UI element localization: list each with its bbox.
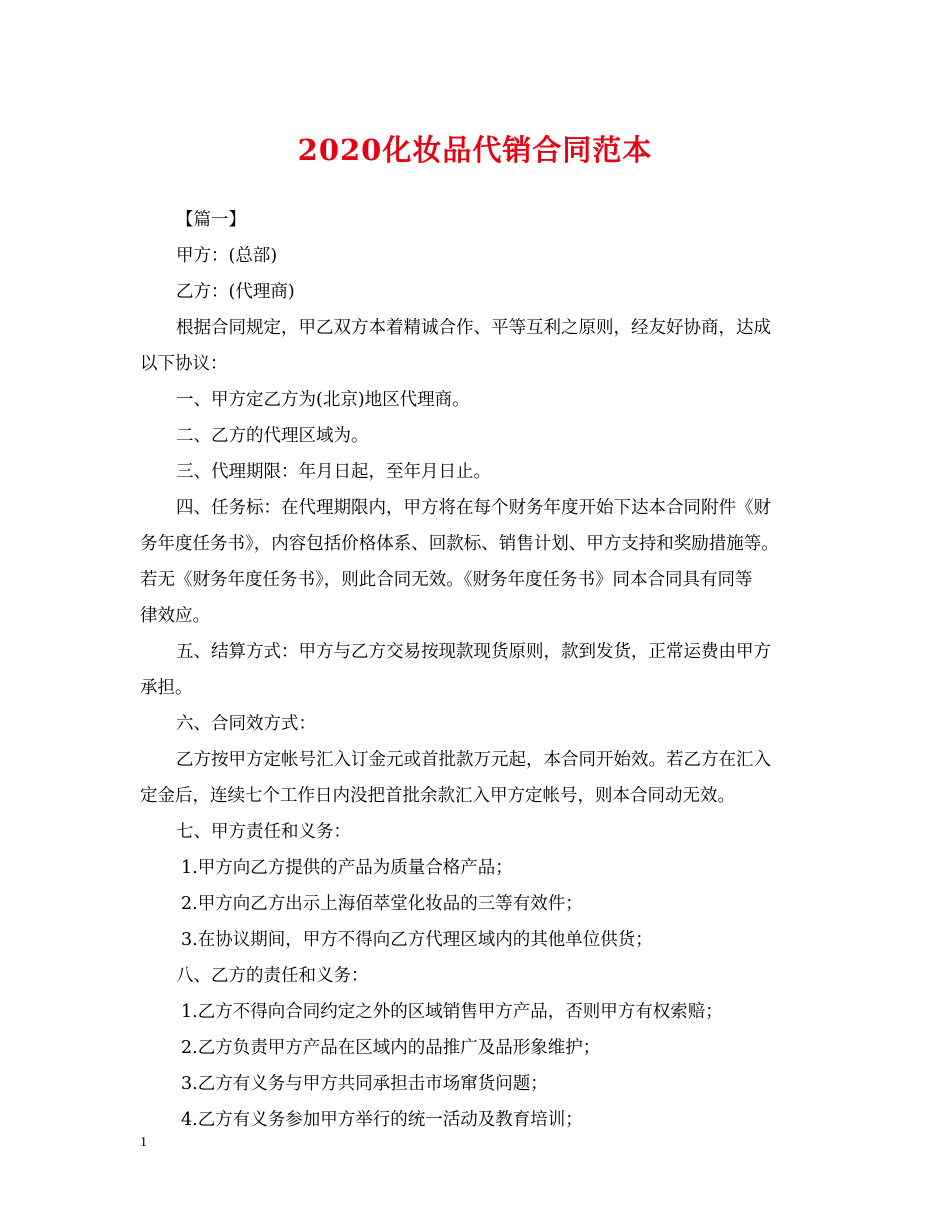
paragraph-line: 以下协议：	[140, 354, 228, 374]
clause-line: 务年度任务书》，内容包括价格体系、回款标、销售计划、甲方支持和奖励措施等。	[140, 534, 779, 554]
clause-line: 六、合同效方式：	[176, 714, 316, 734]
clause-line: 二、乙方的代理区域为。	[176, 426, 369, 446]
party-b-line: 乙方：(代理商)	[176, 282, 295, 302]
clause-line: 八、乙方的责任和义务：	[176, 966, 369, 986]
clause-line: 律效应。	[140, 606, 210, 626]
clause-line: 定金后，连续七个工作日内没把首批余款汇入甲方定帐号，则本合同动无效。	[140, 786, 735, 806]
list-item: 2.甲方向乙方出示上海佰萃堂化妆品的三等有效件；	[181, 894, 583, 914]
list-item: 4.乙方有义务参加甲方举行的统一活动及教育培训；	[181, 1110, 583, 1130]
party-a-line: 甲方：(总部)	[176, 246, 278, 266]
clause-line: 乙方按甲方定帐号汇入订金元或首批款万元起，本合同开始效。若乙方在汇入	[176, 750, 771, 770]
section-heading: 【篇一】	[176, 210, 246, 230]
clause-line: 一、甲方定乙方为(北京)地区代理商。	[176, 390, 470, 410]
clause-line: 若无《财务年度任务书》，则此合同无效。《财务年度任务书》同本合同具有同等	[140, 570, 753, 590]
list-item: 3.乙方有义务与甲方共同承担击市场窜货问题；	[181, 1074, 548, 1094]
list-item: 3.在协议期间，甲方不得向乙方代理区域内的其他单位供货；	[181, 930, 653, 950]
paragraph-line: 根据合同规定，甲乙双方本着精诚合作、平等互利之原则，经友好协商，达成	[176, 318, 771, 338]
document-title: 2020化妆品代销合同范本	[297, 133, 653, 167]
list-item: 1.乙方不得向合同约定之外的区域销售甲方产品，否则甲方有权索赔；	[181, 1002, 723, 1022]
clause-line: 四、任务标：在代理期限内，甲方将在每个财务年度开始下达本合同附件《财	[176, 498, 771, 518]
clause-line: 三、代理期限：年月日起，至年月日止。	[176, 462, 491, 482]
clause-line: 五、结算方式：甲方与乙方交易按现款现货原则，款到发货，正常运费由甲方	[176, 642, 771, 662]
list-item: 1.甲方向乙方提供的产品为质量合格产品；	[181, 858, 513, 878]
clause-line: 承担。	[140, 678, 193, 698]
page-number: 1	[140, 1135, 147, 1150]
list-item: 2.乙方负责甲方产品在区域内的品推广及品形象维护；	[181, 1038, 601, 1058]
clause-line: 七、甲方责任和义务：	[176, 822, 351, 842]
